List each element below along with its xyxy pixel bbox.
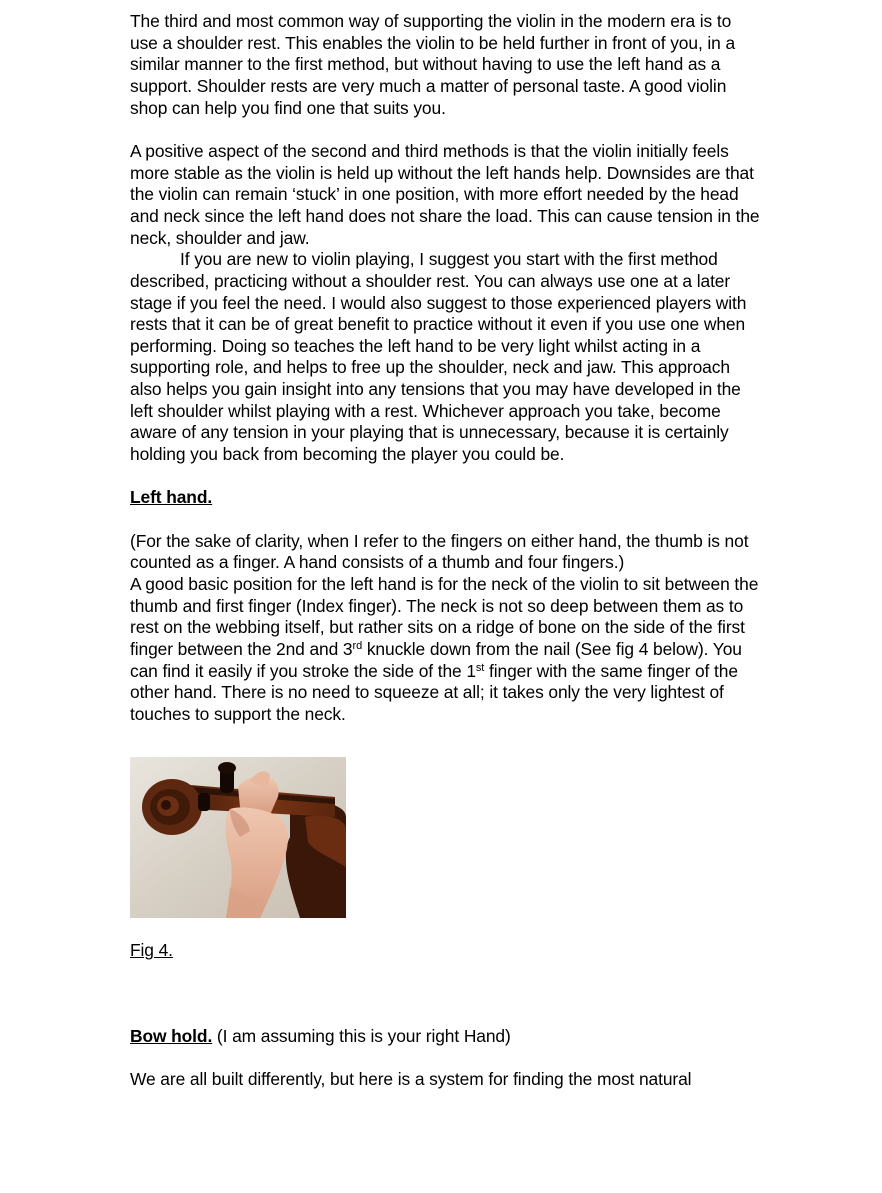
paragraph-clarity-note: (For the sake of clarity, when I refer to the fingers on either hand, the thumb is not counted as a finger. A hand consists of a thumb and four fingers.) xyxy=(130,530,749,573)
section-spacer xyxy=(130,962,760,1026)
paragraph-spacer xyxy=(130,1048,760,1070)
document-page xyxy=(130,11,760,1091)
paragraph-new-to-violin-text: If you are new to violin playing, I suggest you start with the first method described, practicing without a shoulder rest. You can always use one at a later stage if you feel the need. I would also suggest to those experienced players with rests that it can be of great benefit to practice without it even if you use one when performing. Doing so teaches the left hand to be very light whilst acting in a supporting role, and helps to free up the shoulder, neck and jaw. This approach also helps you gain insight into any tensions that you may have developed in the left shoulder whilst playing with a rest. Whichever approach you take, become aware of any tension in your playing that is unnecessary, because it is certainly holding you back from becoming the player you could be. xyxy=(130,249,747,465)
section-heading-left-hand xyxy=(130,487,760,509)
left-hand-heading: Left hand. xyxy=(130,487,213,508)
paragraph-new-to-violin xyxy=(130,249,760,466)
violin-left-hand-photo xyxy=(130,757,346,918)
paragraph-spacer xyxy=(130,726,760,748)
bow-hold-heading-note: (I am assuming this is your right Hand) xyxy=(212,1025,511,1046)
section-heading-bow-hold xyxy=(130,1026,760,1048)
bow-hold-heading: Bow hold. xyxy=(130,1025,213,1046)
position-text-1: A good basic position for the left hand is for the neck of the violin to sit between the thumb and first finger (Index finger). The neck is not so deep between them as to rest on the webbing itself, but rather sits on a ridge of bone on the side of the first finger between the 2nd and 3 xyxy=(130,574,759,659)
position-text-3: finger with the same finger of the other hand. There is no need to squeeze at all; it takes only the very lightest of touches to support the neck. xyxy=(130,660,738,724)
paragraph-spacer xyxy=(130,466,760,488)
paragraph-bow-hold-intro: We are all built differently, but here is a system for finding the most natural xyxy=(130,1069,692,1090)
figure-caption-text: Fig 4. xyxy=(130,940,173,961)
position-text-2: knuckle down from the nail (See fig 4 below). You can find it easily if you stroke the side of the 1 xyxy=(130,638,742,681)
superscript-st: st xyxy=(475,661,485,674)
paragraph-spacer xyxy=(130,119,760,141)
superscript-rd: rd xyxy=(352,639,363,652)
paragraph-positive-aspect: A positive aspect of the second and third methods is that the violin initially feels more stable as the violin is held up without the left hands help. Downsides are that the violin can remain ‘stuck’ in one position, with more effort needed by the head and neck since the left hand does not share the load. This can cause tension in the neck, shoulder and jaw. xyxy=(130,140,760,248)
paragraph-left-hand-position xyxy=(130,574,760,726)
figure-caption xyxy=(130,940,760,962)
paragraph-shoulder-rest: The third and most common way of supporting the violin in the modern era is to use a shoulder rest. This enables the violin to be held further in front of you, in a similar manner to the first method, but without having to use the left hand as a support. Shoulder rests are very much a matter of personal taste. A good violin shop can help you find one that suits you. xyxy=(130,11,736,118)
paragraph-spacer xyxy=(130,509,760,531)
